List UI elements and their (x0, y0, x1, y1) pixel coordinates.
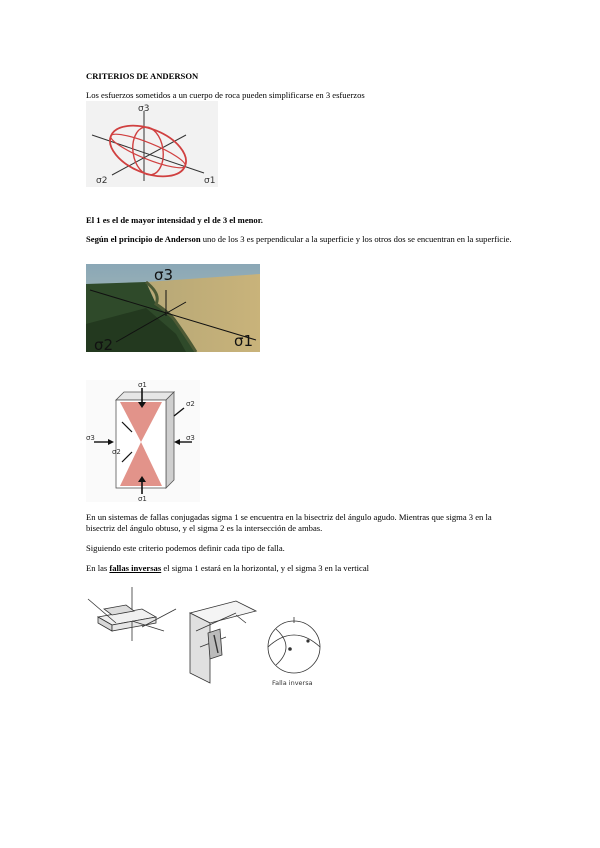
sigma3-right-label: σ3 (186, 434, 195, 442)
sigma2-inner-label: σ2 (112, 448, 121, 456)
anderson-bold: Según el principio de Anderson (86, 234, 201, 244)
sigma2-label: σ2 (186, 400, 195, 408)
anderson-rest: uno de los 3 es perpendicular a la superficie y los otros dos se encuentran en la superficie. (200, 234, 512, 244)
criterio-text: Siguiendo este criterio podemos definir cada tipo de falla. (86, 543, 285, 553)
anderson-text (86, 234, 514, 245)
sigma1-label: σ1 (204, 176, 216, 186)
inversas-text (86, 563, 369, 574)
reverse-fault-figure (86, 583, 324, 689)
page-title: CRITERIOS DE ANDERSON (86, 71, 199, 81)
sigma3-left-label: σ3 (86, 434, 95, 442)
inversas-link[interactable]: fallas inversas (109, 563, 162, 573)
max-min-text: El 1 es el de mayor intensidad y el de 3 el menor. (86, 215, 263, 225)
stress-ellipsoid-figure (86, 101, 218, 187)
sigma3-label: σ3 (138, 104, 150, 114)
sigma2-label: σ2 (94, 336, 114, 352)
sigma1-bottom-label: σ1 (138, 495, 147, 502)
inversas-pre: En las (86, 563, 110, 573)
sigma3-label: σ3 (154, 266, 174, 284)
landscape-stress-figure (86, 264, 260, 352)
intro-text: Los esfuerzos sometidos a un cuerpo de roca pueden simplificarse en 3 esfuerzos (86, 90, 365, 100)
sigma1-top-label: σ1 (138, 381, 147, 389)
inversas-post: el sigma 1 estará en la horizontal, y el sigma 3 en la vertical (161, 563, 370, 573)
conjugate-faults-figure (86, 380, 200, 502)
figure-caption: Falla inversa (272, 679, 313, 687)
sigma1-label: σ1 (234, 332, 254, 350)
conjugate-text: En un sistemas de fallas conjugadas sigma 1 se encuentra en la bisectriz del ángulo agudo. Mientras que sigma 3 en la bisectriz del ángulo obtuso, y el sigma 2 es la intersección de ambas. (86, 512, 492, 533)
sigma2-label: σ2 (96, 176, 108, 186)
